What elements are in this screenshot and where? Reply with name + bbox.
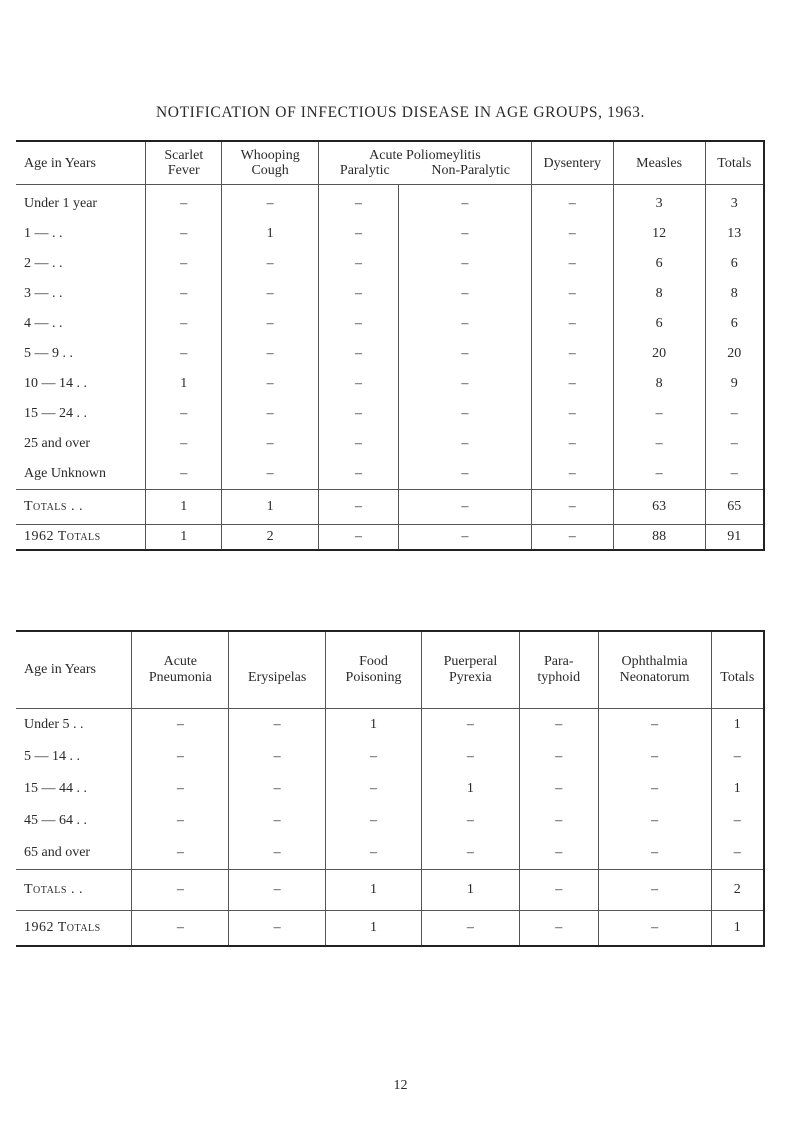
table-cell: – xyxy=(613,429,705,459)
table-cell: – xyxy=(319,525,399,551)
header-dysentery: Dysentery xyxy=(531,141,613,185)
table-row xyxy=(16,279,764,309)
totals-row xyxy=(16,490,764,525)
table-cell: – xyxy=(531,369,613,399)
table-row xyxy=(16,399,764,429)
previous-year-totals-row xyxy=(16,911,764,947)
table-cell: – xyxy=(398,459,531,490)
table-cell: – xyxy=(421,911,519,947)
table-row xyxy=(16,369,764,399)
table-row xyxy=(16,309,764,339)
table-cell: – xyxy=(146,309,222,339)
table-cell: – xyxy=(398,490,531,525)
table-row xyxy=(16,219,764,249)
table-cell: – xyxy=(705,429,764,459)
table-cell: – xyxy=(398,339,531,369)
table-cell: 65 xyxy=(705,490,764,525)
table-cell: 1 xyxy=(711,773,764,805)
table-cell: – xyxy=(319,339,399,369)
table-cell: 2 xyxy=(711,870,764,911)
table-cell: 1 xyxy=(711,709,764,742)
table-cell: – xyxy=(222,399,319,429)
table-cell: – xyxy=(146,185,222,220)
table-cell: – xyxy=(398,185,531,220)
table-cell: – xyxy=(229,773,326,805)
table-cell: – xyxy=(598,837,711,870)
table-cell: – xyxy=(132,709,229,742)
table-cell: – xyxy=(398,429,531,459)
table-row xyxy=(16,837,764,870)
table-cell: – xyxy=(319,459,399,490)
row-label: 2 — . . xyxy=(24,256,63,271)
table-cell: – xyxy=(222,249,319,279)
table-cell: – xyxy=(613,399,705,429)
table-cell: – xyxy=(398,525,531,551)
table-cell: – xyxy=(705,399,764,429)
table-cell: – xyxy=(229,709,326,742)
table-cell: – xyxy=(146,399,222,429)
table-cell: – xyxy=(531,459,613,490)
table-cell: – xyxy=(326,773,422,805)
table-cell: – xyxy=(519,773,598,805)
header-erysipelas: Erysipelas xyxy=(229,631,326,709)
table-cell: – xyxy=(319,219,399,249)
table-cell: 8 xyxy=(613,279,705,309)
table-cell: – xyxy=(319,369,399,399)
table-cell: 1 xyxy=(146,490,222,525)
row-label: 25 and over xyxy=(24,436,91,451)
page-number: 12 xyxy=(393,1078,408,1093)
table-cell: – xyxy=(319,399,399,429)
table-cell: – xyxy=(146,249,222,279)
row-label: 5 — 14 . . xyxy=(24,749,80,764)
table-cell: 1 xyxy=(326,911,422,947)
row-label: 5 — 9 . . xyxy=(24,346,73,361)
header-acute-pneumonia: Acute Pneumonia xyxy=(132,631,229,709)
table-row xyxy=(16,429,764,459)
table-cell: – xyxy=(613,459,705,490)
header-totals: Totals xyxy=(711,631,764,709)
header-scarlet-fever: Scarlet Fever xyxy=(146,141,222,185)
table-cell: – xyxy=(421,805,519,837)
table-cell: – xyxy=(531,309,613,339)
header-food-poisoning: Food Poisoning xyxy=(326,631,422,709)
table-cell: – xyxy=(222,339,319,369)
table-cell: – xyxy=(146,429,222,459)
row-label: 3 — . . xyxy=(24,286,63,301)
table-cell: – xyxy=(132,837,229,870)
table-cell: – xyxy=(421,709,519,742)
table-cell: 88 xyxy=(613,525,705,551)
table-cell: – xyxy=(598,709,711,742)
row-label: 1962 Totals xyxy=(16,911,132,947)
table-cell: – xyxy=(398,369,531,399)
table-cell: – xyxy=(531,525,613,551)
table-cell: – xyxy=(598,773,711,805)
page-title: NOTIFICATION OF INFECTIOUS DISEASE IN AGE GROUPS, 1963. xyxy=(156,104,645,121)
table-row xyxy=(16,339,764,369)
table-row xyxy=(16,773,764,805)
row-label: 1 — . . xyxy=(24,226,63,241)
table-cell: – xyxy=(421,741,519,773)
table-cell: – xyxy=(398,399,531,429)
table-cell: – xyxy=(132,870,229,911)
row-label: Under 5 . . xyxy=(24,717,84,732)
table-cell: 13 xyxy=(705,219,764,249)
table-cell: – xyxy=(146,339,222,369)
header-non-paralytic: Non-Paralytic xyxy=(431,163,510,178)
table-cell: – xyxy=(132,773,229,805)
table-cell: 2 xyxy=(222,525,319,551)
table-cell: 1 xyxy=(146,369,222,399)
table-cell: – xyxy=(705,459,764,490)
table-cell: – xyxy=(519,709,598,742)
header-measles: Measles xyxy=(613,141,705,185)
table-cell: – xyxy=(531,399,613,429)
table-cell: – xyxy=(398,219,531,249)
table-cell: – xyxy=(146,219,222,249)
table-cell: 8 xyxy=(705,279,764,309)
table-cell: 8 xyxy=(613,369,705,399)
table-cell: – xyxy=(598,870,711,911)
table-cell: – xyxy=(519,911,598,947)
table-cell: – xyxy=(319,429,399,459)
header-paratyphoid: Para- typhoid xyxy=(519,631,598,709)
table-cell: – xyxy=(319,249,399,279)
table-cell: – xyxy=(222,369,319,399)
table-cell: – xyxy=(598,805,711,837)
header-puerperal-pyrexia: Puerperal Pyrexia xyxy=(421,631,519,709)
table-cell: 9 xyxy=(705,369,764,399)
table-cell: – xyxy=(598,741,711,773)
table-cell: 20 xyxy=(613,339,705,369)
table-cell: 3 xyxy=(705,185,764,220)
row-label: 15 — 24 . . xyxy=(24,406,87,421)
table-cell: – xyxy=(519,741,598,773)
table-cell: – xyxy=(132,805,229,837)
table-cell: – xyxy=(229,741,326,773)
table-cell: 1 xyxy=(326,870,422,911)
table-row xyxy=(16,709,764,742)
table-cell: – xyxy=(326,805,422,837)
table-cell: – xyxy=(229,837,326,870)
table-cell: 20 xyxy=(705,339,764,369)
table-cell: 12 xyxy=(613,219,705,249)
table-cell: 1 xyxy=(146,525,222,551)
table-cell: – xyxy=(229,870,326,911)
table-cell: – xyxy=(531,339,613,369)
row-label: 15 — 44 . . xyxy=(24,781,87,796)
table-row xyxy=(16,249,764,279)
table-cell: – xyxy=(222,459,319,490)
header-totals: Totals xyxy=(705,141,764,185)
table-cell: – xyxy=(319,490,399,525)
table-cell: 63 xyxy=(613,490,705,525)
table-row xyxy=(16,805,764,837)
table-row xyxy=(16,459,764,490)
table-cell: 1 xyxy=(711,911,764,947)
table-cell: 1 xyxy=(222,490,319,525)
table-cell: – xyxy=(398,309,531,339)
age-group-table-1 xyxy=(16,140,765,551)
table-row xyxy=(16,741,764,773)
previous-year-totals-row xyxy=(16,525,764,551)
header-acute-poliomyelitis: Acute Poliomeylitis Paralytic Non-Paralytic xyxy=(319,141,532,185)
table-cell: 1 xyxy=(222,219,319,249)
table-cell: – xyxy=(711,741,764,773)
row-label: 1962 Totals xyxy=(16,525,146,551)
table-cell: – xyxy=(229,805,326,837)
table-cell: – xyxy=(519,870,598,911)
table-cell: 91 xyxy=(705,525,764,551)
table-cell: – xyxy=(319,185,399,220)
table-cell: – xyxy=(531,185,613,220)
table-cell: – xyxy=(531,249,613,279)
table-cell: 6 xyxy=(613,309,705,339)
row-label: Totals . . xyxy=(16,870,132,911)
table-cell: 6 xyxy=(705,309,764,339)
table-cell: – xyxy=(519,837,598,870)
totals-row xyxy=(16,870,764,911)
table-cell: – xyxy=(598,911,711,947)
table-cell: – xyxy=(222,309,319,339)
table-cell: – xyxy=(222,279,319,309)
table-cell: – xyxy=(519,805,598,837)
table-cell: – xyxy=(319,309,399,339)
table-cell: – xyxy=(132,911,229,947)
table-cell: – xyxy=(711,805,764,837)
header-age: Age in Years xyxy=(16,141,146,185)
table-cell: 1 xyxy=(326,709,422,742)
table-cell: – xyxy=(711,837,764,870)
table-cell: – xyxy=(222,185,319,220)
age-group-table-2 xyxy=(16,630,765,947)
row-label: Under 1 year xyxy=(24,196,98,211)
table-cell: – xyxy=(229,911,326,947)
row-label: Age Unknown xyxy=(24,466,107,481)
table-cell: – xyxy=(398,279,531,309)
row-label: 4 — . . xyxy=(24,316,63,331)
table-cell: – xyxy=(326,741,422,773)
table-cell: – xyxy=(146,459,222,490)
table-cell: – xyxy=(146,279,222,309)
table-cell: – xyxy=(531,429,613,459)
header-paralytic: Paralytic xyxy=(339,163,390,178)
table-cell: – xyxy=(319,279,399,309)
table-cell: – xyxy=(531,279,613,309)
table-cell: 6 xyxy=(613,249,705,279)
table-cell: – xyxy=(222,429,319,459)
table-cell: – xyxy=(531,219,613,249)
table-cell: – xyxy=(421,837,519,870)
table-cell: 6 xyxy=(705,249,764,279)
table-cell: 1 xyxy=(421,870,519,911)
table-cell: 1 xyxy=(421,773,519,805)
row-label: 45 — 64 . . xyxy=(24,813,87,828)
row-label: 10 — 14 . . xyxy=(24,376,87,391)
table-cell: – xyxy=(531,490,613,525)
row-label: 65 and over xyxy=(24,845,91,860)
header-age: Age in Years xyxy=(16,631,132,709)
table-row xyxy=(16,185,764,220)
header-whooping-cough: Whooping Cough xyxy=(222,141,319,185)
row-label: Totals . . xyxy=(16,490,146,525)
table-cell: – xyxy=(132,741,229,773)
table-cell: – xyxy=(326,837,422,870)
table-cell: – xyxy=(398,249,531,279)
header-ophthalmia-neonatorum: Ophthalmia Neonatorum xyxy=(598,631,711,709)
table-cell: 3 xyxy=(613,185,705,220)
